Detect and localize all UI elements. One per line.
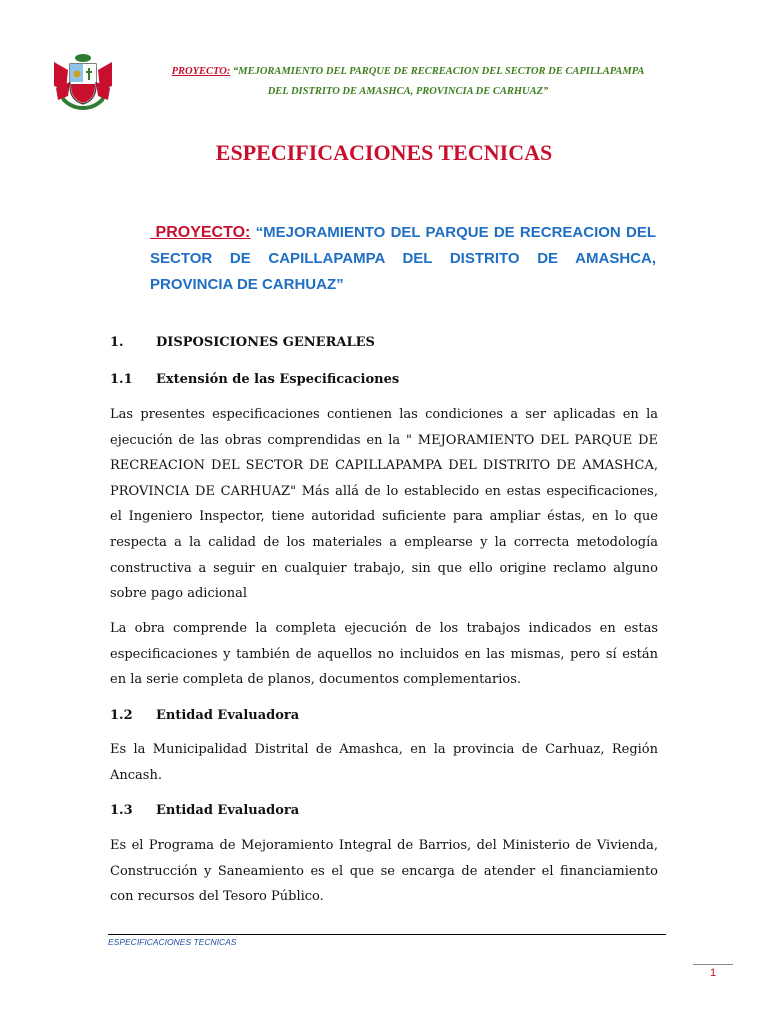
section-heading-1-3 <box>110 803 299 818</box>
header-project-line-2: DEL DISTRITO DE AMASHCA, PROVINCIA DE CARHUAZ” <box>267 86 549 97</box>
project-label: PROYECTO: <box>155 224 251 241</box>
paragraph-entity-1: Es la Municipalidad Distrital de Amashca, en la provincia de Carhuaz, Región Ancash. <box>110 742 658 783</box>
paragraph-extension-2: La obra comprende la completa ejecución de los trabajos indicados en estas especificaciones y también de aquellos no incluidos en las mismas, pero sí están en la serie completa de planos, documentos complementarios. <box>110 621 658 688</box>
project-block <box>150 220 656 298</box>
section-heading-1-1 <box>110 372 399 387</box>
page-number-divider <box>693 964 733 965</box>
header-project-label: PROYECTO: <box>171 66 231 77</box>
section-title: Entidad Evaluadora <box>156 708 300 723</box>
section-title: Entidad Evaluadora <box>156 803 300 818</box>
section-number: 1.3 <box>110 803 133 818</box>
section-number: 1.2 <box>110 708 133 723</box>
paragraph-entity-2: Es el Programa de Mejoramiento Integral de Barrios, del Ministerio de Vivienda, Construcción y Saneamiento es el que se encarga de atender el financiamiento con recursos del Tesoro Público. <box>110 838 658 905</box>
section-title: DISPOSICIONES GENERALES <box>156 335 375 350</box>
page-title: ESPECIFICACIONES TECNICAS <box>215 140 553 165</box>
page-number: 1 <box>709 967 717 979</box>
header-project-title-part-1: “MEJORAMIENTO DEL PARQUE DE RECREACION DEL SECTOR DE CAPILLAPAMPA <box>230 66 645 77</box>
section-heading-1-2 <box>110 708 299 723</box>
section-number: 1. <box>110 335 124 350</box>
footer-text: ESPECIFICACIONES TECNICAS <box>108 937 237 947</box>
peru-coat-of-arms-icon <box>50 46 116 112</box>
section-number: 1.1 <box>110 372 133 387</box>
section-heading-1 <box>110 335 375 350</box>
paragraph-extension-1: Las presentes especificaciones contienen las condiciones a ser aplicadas en la ejecución de las obras comprendidas en la " MEJORAMIENTO DEL PARQUE DE RECREACION DEL SECTOR DE CAPILLAPAMPA DEL DISTRITO DE AMASHCA, PROVINCIA DE CARHUAZ" Más allá de lo establecido en estas especificaciones, el Ingeniero Inspector, tiene autoridad suficiente para ampliar éstas, en lo que respecta a la calidad de los materiales a emplearse y la correcta metodología constructiva a seguir en cualquier trabajo, sin que ello origine reclamo alguno sobre pago adicional <box>110 407 658 602</box>
project-title: “MEJORAMIENTO DEL PARQUE DE RECREACION DEL SECTOR DE CAPILLAPAMPA DEL DISTRITO DE AMASHCA, PROVINCIA DE CARHUAZ” <box>150 224 657 293</box>
footer-divider <box>108 934 666 935</box>
header-project-line-1 <box>128 66 688 77</box>
section-title: Extensión de las Especificaciones <box>156 372 400 387</box>
